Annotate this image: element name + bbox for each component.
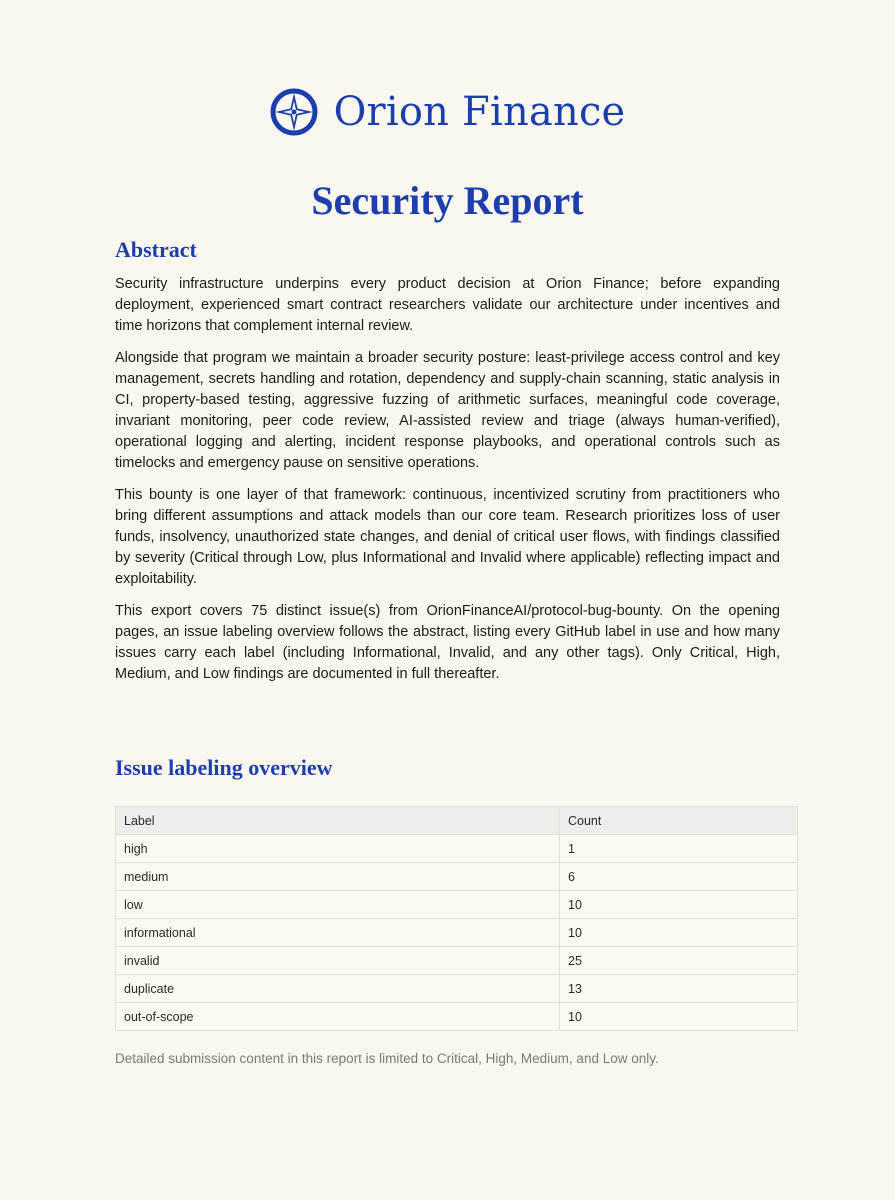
label-cell: invalid	[116, 947, 560, 975]
label-cell: high	[116, 835, 560, 863]
page-title: Security Report	[311, 178, 584, 223]
count-cell: 10	[560, 1003, 798, 1031]
label-cell: low	[116, 891, 560, 919]
table-header-row	[116, 807, 798, 835]
label-count-table	[115, 806, 798, 1031]
label-cell: duplicate	[116, 975, 560, 1003]
table-row	[116, 863, 798, 891]
abstract-paragraph: This export covers 75 distinct issue(s) from OrionFinanceAI/protocol-bug-bounty. On the opening pages, an issue labeling overview follows the abstract, listing every GitHub label in use and how many issues carry each label (including Informational, Invalid, and any other tags). Only Critical, High, Medium, and Low findings are documented in full thereafter.	[115, 603, 780, 682]
abstract-paragraph: Alongside that program we maintain a broader security posture: least-privilege access control and key management, secrets handling and rotation, dependency and supply-chain scanning, static analysis in CI, property-based testing, aggressive fuzzing of arithmetic surfaces, meaningful code coverage, invariant monitoring, peer code review, AI-assisted review and triage (always human-verified), operational logging and alerting, incident response playbooks, and operational controls such as timelocks and emergency pause on sensitive operations.	[115, 350, 780, 471]
count-cell: 10	[560, 919, 798, 947]
column-header-count: Count	[560, 807, 798, 835]
label-cell: informational	[116, 919, 560, 947]
table-footnote: Detailed submission content in this report is limited to Critical, High, Medium, and Low only.	[115, 1051, 659, 1066]
brand-header	[0, 86, 895, 138]
abstract-paragraph: This bounty is one layer of that framework: continuous, incentivized scrutiny from practitioners who bring different assumptions and attack models than our core team. Research prioritizes loss of user funds, insolvency, unauthorized state changes, and denial of critical user flows, with findings classified by severity (Critical through Low, plus Informational and Invalid where applicable) reflecting impact and exploitability.	[115, 487, 780, 587]
abstract-body	[115, 274, 780, 696]
brand-name: Orion Finance	[333, 89, 626, 135]
abstract-heading: Abstract	[115, 237, 197, 262]
table-row	[116, 1003, 798, 1031]
column-header-label: Label	[116, 807, 560, 835]
table-row	[116, 835, 798, 863]
table-row	[116, 975, 798, 1003]
labeling-overview-heading: Issue labeling overview	[115, 755, 333, 780]
count-cell: 6	[560, 863, 798, 891]
label-cell: out-of-scope	[116, 1003, 560, 1031]
compass-star-icon	[270, 88, 318, 136]
count-cell: 10	[560, 891, 798, 919]
table-row	[116, 919, 798, 947]
abstract-paragraph: Security infrastructure underpins every product decision at Orion Finance; before expanding deployment, experienced smart contract researchers validate our architecture under incentives and time horizons that complement internal review.	[115, 276, 780, 334]
count-cell: 1	[560, 835, 798, 863]
count-cell: 13	[560, 975, 798, 1003]
table-row	[116, 947, 798, 975]
count-cell: 25	[560, 947, 798, 975]
label-cell: medium	[116, 863, 560, 891]
table-row	[116, 891, 798, 919]
